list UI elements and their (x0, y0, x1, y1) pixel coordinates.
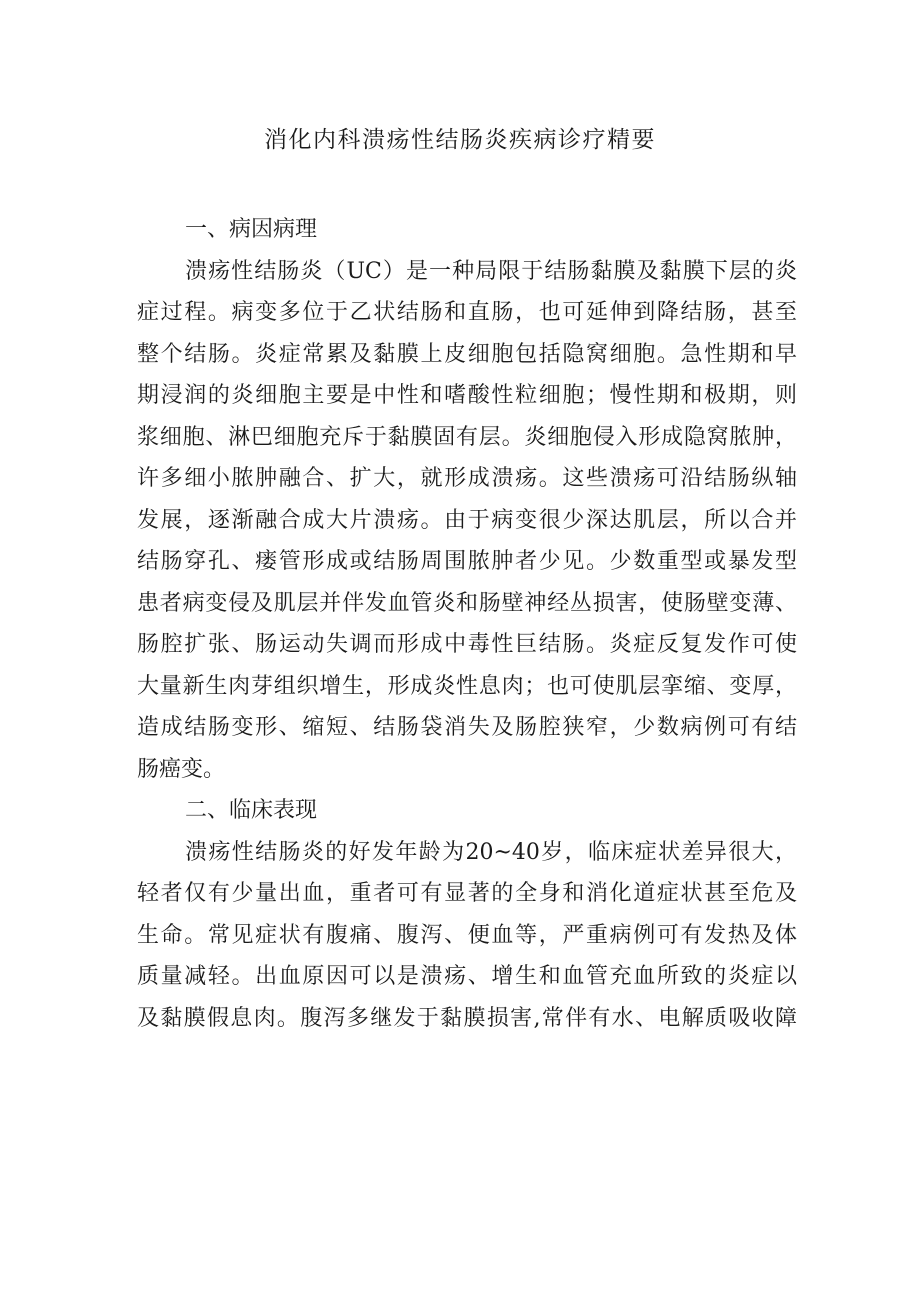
paragraph-line: 及黏膜假息肉。腹泻多继发于黏膜损害,常伴有水、电解质吸收障 (137, 1005, 797, 1031)
section-heading: 二、临床表现 (185, 798, 318, 823)
paragraph-line: 发展，逐渐融合成大片溃疡。由于病变很少深达肌层，所以合并 (137, 507, 797, 533)
document-title: 消化内科溃疡性结肠炎疾病诊疗精要 (264, 127, 656, 153)
paragraph-line: 溃疡性结肠炎的好发年龄为20~40岁，临床症状差异很大， (185, 839, 797, 865)
paragraph-line: 质量减轻。出血原因可以是溃疡、增生和血管充血所致的炎症以 (137, 964, 797, 989)
paragraph-line: 生命。常见症状有腹痛、腹泻、便血等，严重病例可有发热及体 (137, 922, 797, 948)
paragraph-line: 结肠穿孔、瘘管形成或结肠周围脓肿者少见。少数重型或暴发型 (137, 549, 797, 574)
paragraph-line: 肠腔扩张、肠运动失调而形成中毒性巨结肠。炎症反复发作可使 (137, 632, 797, 657)
paragraph-line: 大量新生肉芽组织增生，形成炎性息肉；也可使肌层挛缩、变厚， (137, 673, 797, 699)
paragraph-line: 溃疡性结肠炎（UC）是一种局限于结肠黏膜及黏膜下层的炎 (185, 258, 797, 284)
paragraph-line: 患者病变侵及肌层并伴发血管炎和肠壁神经丛损害，使肠壁变薄、 (137, 590, 797, 616)
paragraph-line: 肠癌变。 (137, 756, 226, 782)
section-heading: 一、病因病理 (185, 217, 318, 242)
paragraph-line: 许多细小脓肿融合、扩大，就形成溃疡。这些溃疡可沿结肠纵轴 (137, 466, 797, 491)
paragraph-line: 造成结肠变形、缩短、结肠袋消失及肠腔狭窄，少数病例可有结 (137, 715, 797, 740)
paragraph-line: 整个结肠。炎症常累及黏膜上皮细胞包括隐窝细胞。急性期和早 (137, 341, 797, 367)
paragraph-line: 浆细胞、淋巴细胞充斥于黏膜固有层。炎细胞侵入形成隐窝脓肿， (137, 424, 797, 450)
paragraph-line: 症过程。病变多位于乙状结肠和直肠，也可延伸到降结肠，甚至 (137, 300, 797, 325)
paragraph-line: 轻者仅有少量出血，重者可有显著的全身和消化道症状甚至危及 (137, 881, 797, 906)
document-body (137, 209, 797, 1039)
paragraph-line: 期浸润的炎细胞主要是中性和嗜酸性粒细胞；慢性期和极期，则 (137, 383, 797, 408)
